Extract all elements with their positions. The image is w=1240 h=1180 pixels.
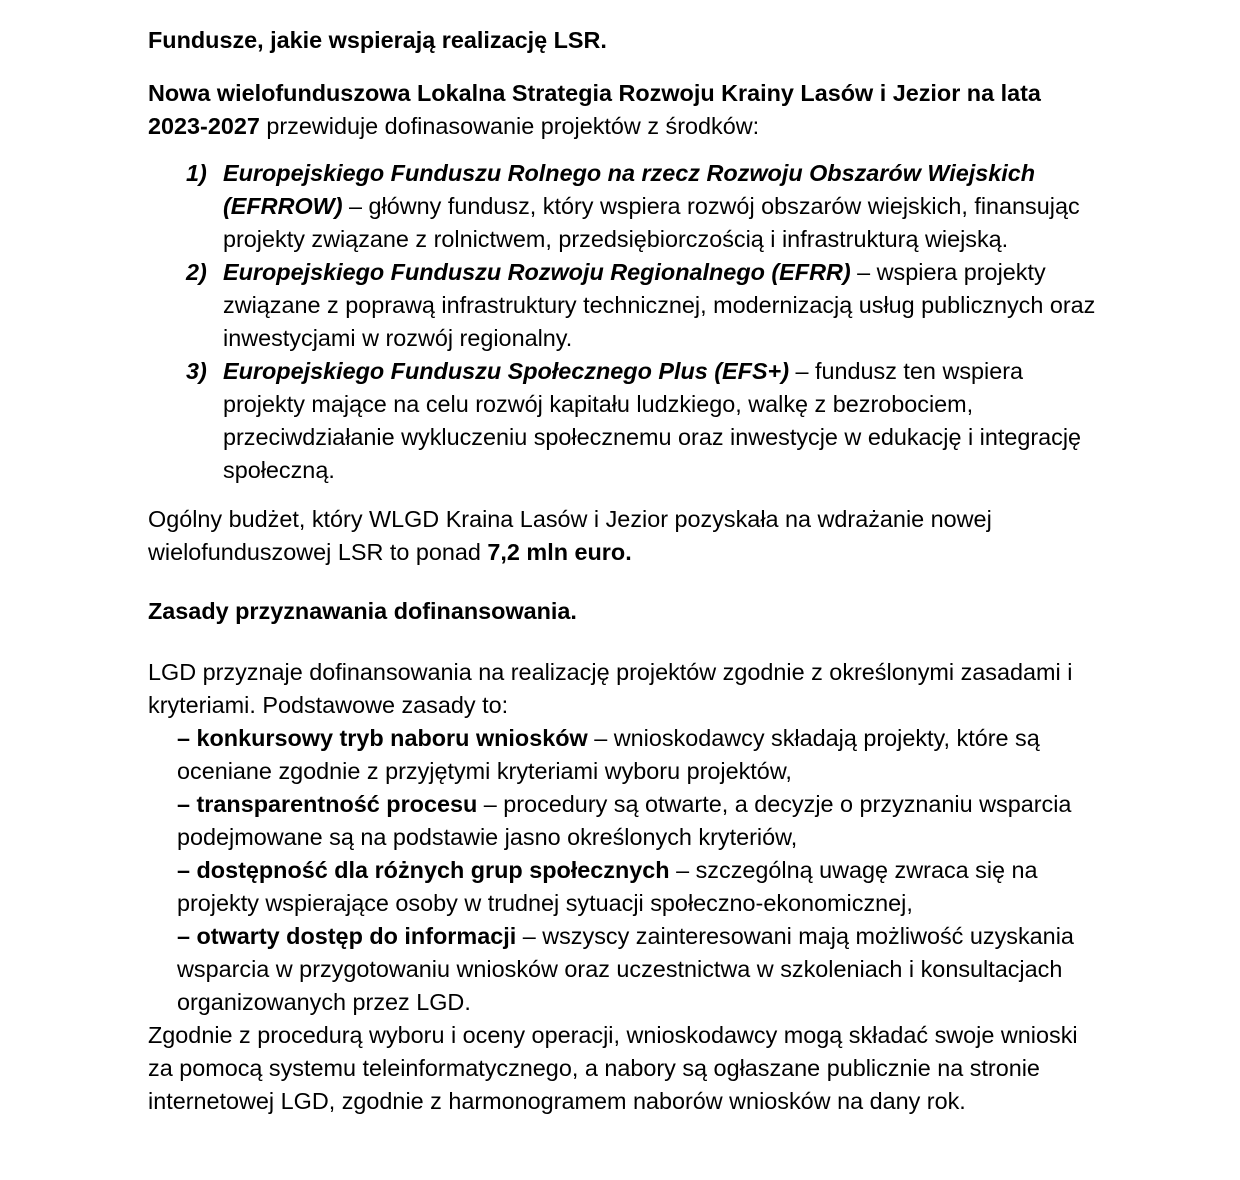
strategy-intro-text: przewiduje dofinasowanie projektów z środków: — [259, 113, 760, 139]
principle-name: – dostępność dla różnych grup społecznych — [177, 857, 670, 883]
principles-intro-paragraph: LGD przyznaje dofinansowania na realizację projektów zgodnie z określonymi zasadami i kryteriami. Podstawowe zasady to: — [148, 659, 1073, 718]
funds-list — [148, 157, 1098, 487]
fund-item-efrr — [148, 256, 1098, 355]
principle-item-transparency — [148, 788, 1098, 854]
principle-name: – transparentność procesu — [177, 791, 478, 817]
principle-item-competitive-call — [148, 722, 1098, 788]
principle-name: – otwarty dostęp do informacji — [177, 923, 517, 949]
principle-name: – konkursowy tryb naboru wniosków — [177, 725, 588, 751]
principle-description: – szczególną uwagę zwraca się na projekty wspierające osoby w trudnej sytuacji społeczno-ekonomicznej, — [177, 857, 1038, 916]
fund-item-efs-plus — [148, 355, 1098, 487]
strategy-name: Nowa wielofunduszowa Lokalna Strategia Rozwoju Krainy Lasów i Jezior na lata 2023-2027 — [148, 80, 1041, 139]
budget-paragraph — [148, 503, 1098, 569]
document-page — [148, 24, 1098, 1118]
budget-end: . — [625, 539, 632, 565]
principles-heading: Zasady przyznawania dofinansowania. — [148, 598, 577, 624]
fund-name: Europejskiego Funduszu Rozwoju Regionalnego (EFRR) — [223, 259, 851, 285]
principle-description: – wnioskodawcy składają projekty, które są oceniane zgodnie z przyjętymi kryteriami wyboru projektów, — [177, 725, 1040, 784]
strategy-intro-paragraph — [148, 77, 1098, 143]
fund-number: 2) — [186, 259, 207, 285]
fund-number: 3) — [186, 358, 207, 384]
fund-name: Europejskiego Funduszu Społecznego Plus (EFS+) — [223, 358, 789, 384]
principle-item-accessibility — [148, 854, 1098, 920]
principle-item-open-access — [148, 920, 1098, 1019]
principle-description: – wszyscy zainteresowani mają możliwość uzyskania wsparcia w przygotowaniu wniosków oraz uczestnictwa w szkoleniach i konsultacjach organizowanych przez LGD. — [177, 923, 1074, 1015]
budget-amount: 7,2 mln euro — [487, 539, 626, 565]
fund-description: – wspiera projekty związane z poprawą infrastruktury technicznej, modernizacją usług publicznych oraz inwestycjami w rozwój regionalny. — [223, 259, 1096, 351]
funds-heading: Fundusze, jakie wspierają realizację LSR. — [148, 27, 607, 53]
budget-text: Ogólny budżet, który WLGD Kraina Lasów i Jezior pozyskała na wdrażanie nowej wielofunduszowej LSR to ponad — [148, 506, 992, 565]
fund-number: 1) — [186, 160, 207, 186]
fund-description: – fundusz ten wspiera projekty mające na celu rozwój kapitału ludzkiego, walkę z bezrobociem, przeciwdziałanie wykluczeniu społecznemu oraz inwestycje w edukację i integrację społeczną. — [223, 358, 1082, 483]
fund-description: – główny fundusz, który wspiera rozwój obszarów wiejskich, finansując projekty związane z rolnictwem, przedsiębiorczością i infrastrukturą wiejską. — [223, 193, 1080, 252]
fund-name: Europejskiego Funduszu Rolnego na rzecz Rozwoju Obszarów Wiejskich (EFRROW) — [223, 160, 1036, 219]
fund-item-efrrow — [148, 157, 1098, 256]
principle-description: – procedury są otwarte, a decyzje o przyznaniu wsparcia podejmowane są na podstawie jasno określonych kryteriów, — [177, 791, 1072, 850]
principles-list — [148, 722, 1098, 1019]
closing-paragraph: Zgodnie z procedurą wyboru i oceny operacji, wnioskodawcy mogą składać swoje wnioski za pomocą systemu teleinformatycznego, a nabory są ogłaszane publicznie na stronie internetowej LGD, zgodnie z harmonogramem naborów wniosków na dany rok. — [148, 1022, 1078, 1114]
